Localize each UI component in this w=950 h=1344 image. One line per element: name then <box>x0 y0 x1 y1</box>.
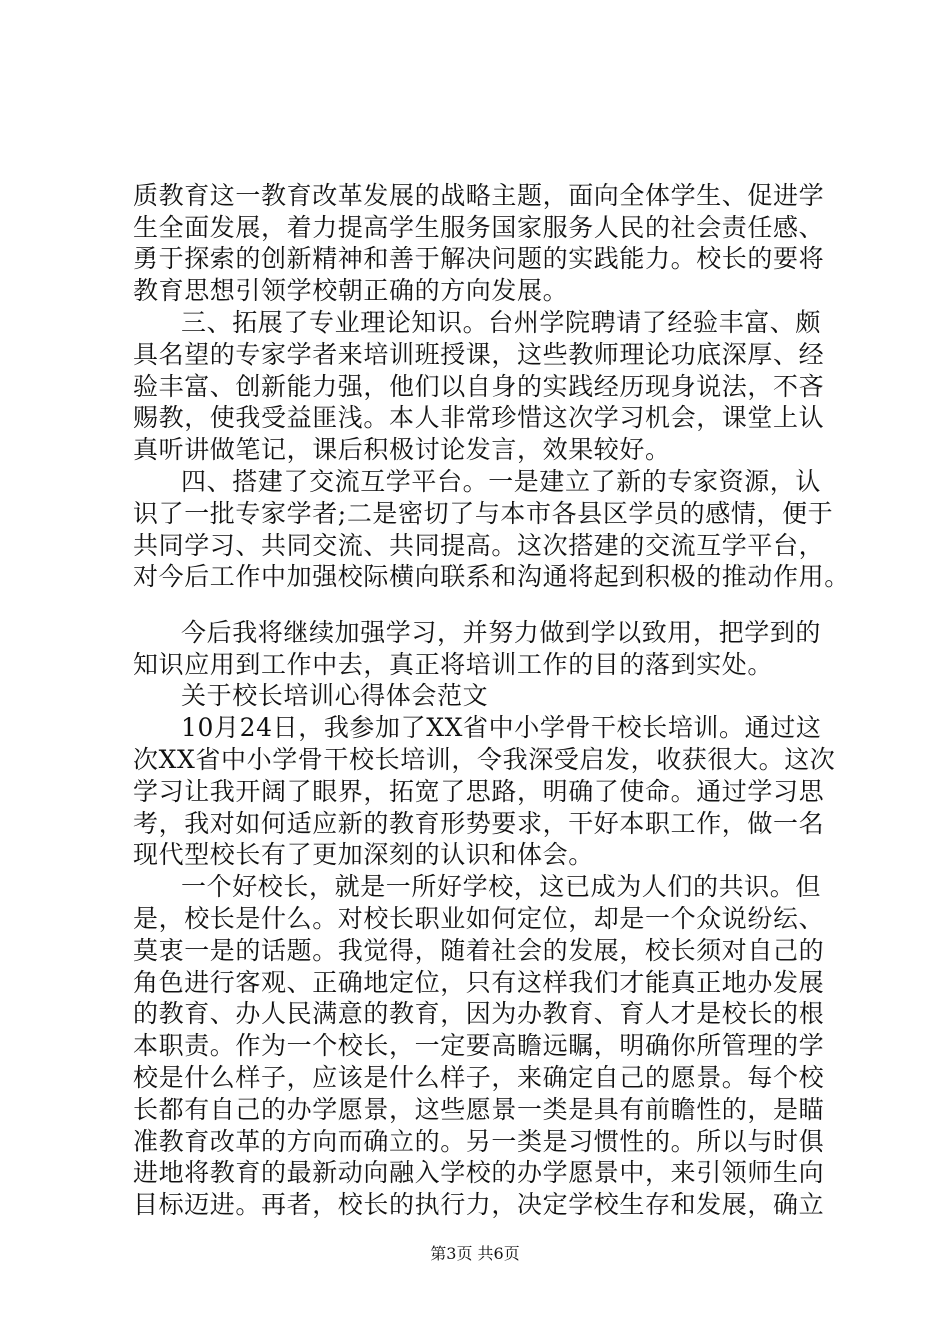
text-line: 对今后工作中加强校际横向联系和沟通将起到积极的推动作用。 <box>133 562 850 591</box>
text-line: 赐教，使我受益匪浅。本人非常珍惜这次学习机会，课堂上认 <box>133 403 825 432</box>
text-line: 真听讲做笔记，课后积极讨论发言，效果较好。 <box>133 435 671 464</box>
text-line: 识了一批专家学者;二是密切了与本市各县区学员的感情，便于 <box>133 499 834 528</box>
page-number-footer: 第3页 共6页 <box>430 1244 520 1263</box>
paragraph-start-line: 今后我将继续加强学习，并努力做到学以致用，把学到的 <box>181 618 822 647</box>
text-line: 勇于探索的创新精神和善于解决问题的实践能力。校长的要将 <box>133 244 825 273</box>
section-title: 关于校长培训心得体会范文 <box>181 681 489 710</box>
text-line: 次XX省中小学骨干校长培训，令我深受启发，收获很大。这次 <box>133 745 836 774</box>
text-line: 教育思想引领学校朝正确的方向发展。 <box>133 276 569 305</box>
text-line: 校是什么样子，应该是什么样子，来确定自己的愿景。每个校 <box>133 1063 825 1092</box>
text-line: 角色进行客观、正确地定位，只有这样我们才能真正地办发展 <box>133 968 825 997</box>
text-line: 目标迈进。再者，校长的执行力，决定学校生存和发展，确立 <box>133 1190 825 1219</box>
text-line: 生全面发展，着力提高学生服务国家服务人民的社会责任感、 <box>133 213 825 242</box>
text-line: 进地将教育的最新动向融入学校的办学愿景中，来引领师生向 <box>133 1158 825 1187</box>
text-line: 具名望的专家学者来培训班授课，这些教师理论功底深厚、经 <box>133 340 825 369</box>
text-line: 验丰富、创新能力强，他们以自身的实践经历现身说法，不吝 <box>133 372 825 401</box>
paragraph-start-line: 一个好校长，就是一所好学校，这已成为人们的共识。但 <box>181 872 822 901</box>
text-line: 学习让我开阔了眼界，拓宽了思路，明确了使命。通过学习思 <box>133 777 825 806</box>
text-line: 本职责。作为一个校长，一定要高瞻远瞩，明确你所管理的学 <box>133 1031 825 1060</box>
text-line: 的教育、办人民满意的教育，因为办教育、育人才是校长的根 <box>133 999 825 1028</box>
paragraph-start-line: 10月24日，我参加了XX省中小学骨干校长培训。通过这 <box>181 713 822 742</box>
text-line: 长都有自己的办学愿景，这些愿景一类是具有前瞻性的，是瞄 <box>133 1095 825 1124</box>
paragraph-start-line: 四、搭建了交流互学平台。一是建立了新的专家资源，认 <box>181 467 822 496</box>
paragraph-start-line: 三、拓展了专业理论知识。台州学院聘请了经验丰富、颇 <box>181 308 822 337</box>
text-line: 共同学习、共同交流、共同提高。这次搭建的交流互学平台， <box>133 531 825 560</box>
text-line: 考，我对如何适应新的教育形势要求，干好本职工作，做一名 <box>133 809 825 838</box>
text-line: 知识应用到工作中去，真正将培训工作的目的落到实处。 <box>133 650 774 679</box>
text-line: 质教育这一教育改革发展的战略主题，面向全体学生、促进学 <box>133 181 825 210</box>
text-line: 莫衷一是的话题。我觉得，随着社会的发展，校长须对自己的 <box>133 936 825 965</box>
text-line: 准教育改革的方向而确立的。另一类是习惯性的。所以与时俱 <box>133 1127 825 1156</box>
text-line: 现代型校长有了更加深刻的认识和体会。 <box>133 840 594 869</box>
text-line: 是，校长是什么。对校长职业如何定位，却是一个众说纷纭、 <box>133 904 825 933</box>
